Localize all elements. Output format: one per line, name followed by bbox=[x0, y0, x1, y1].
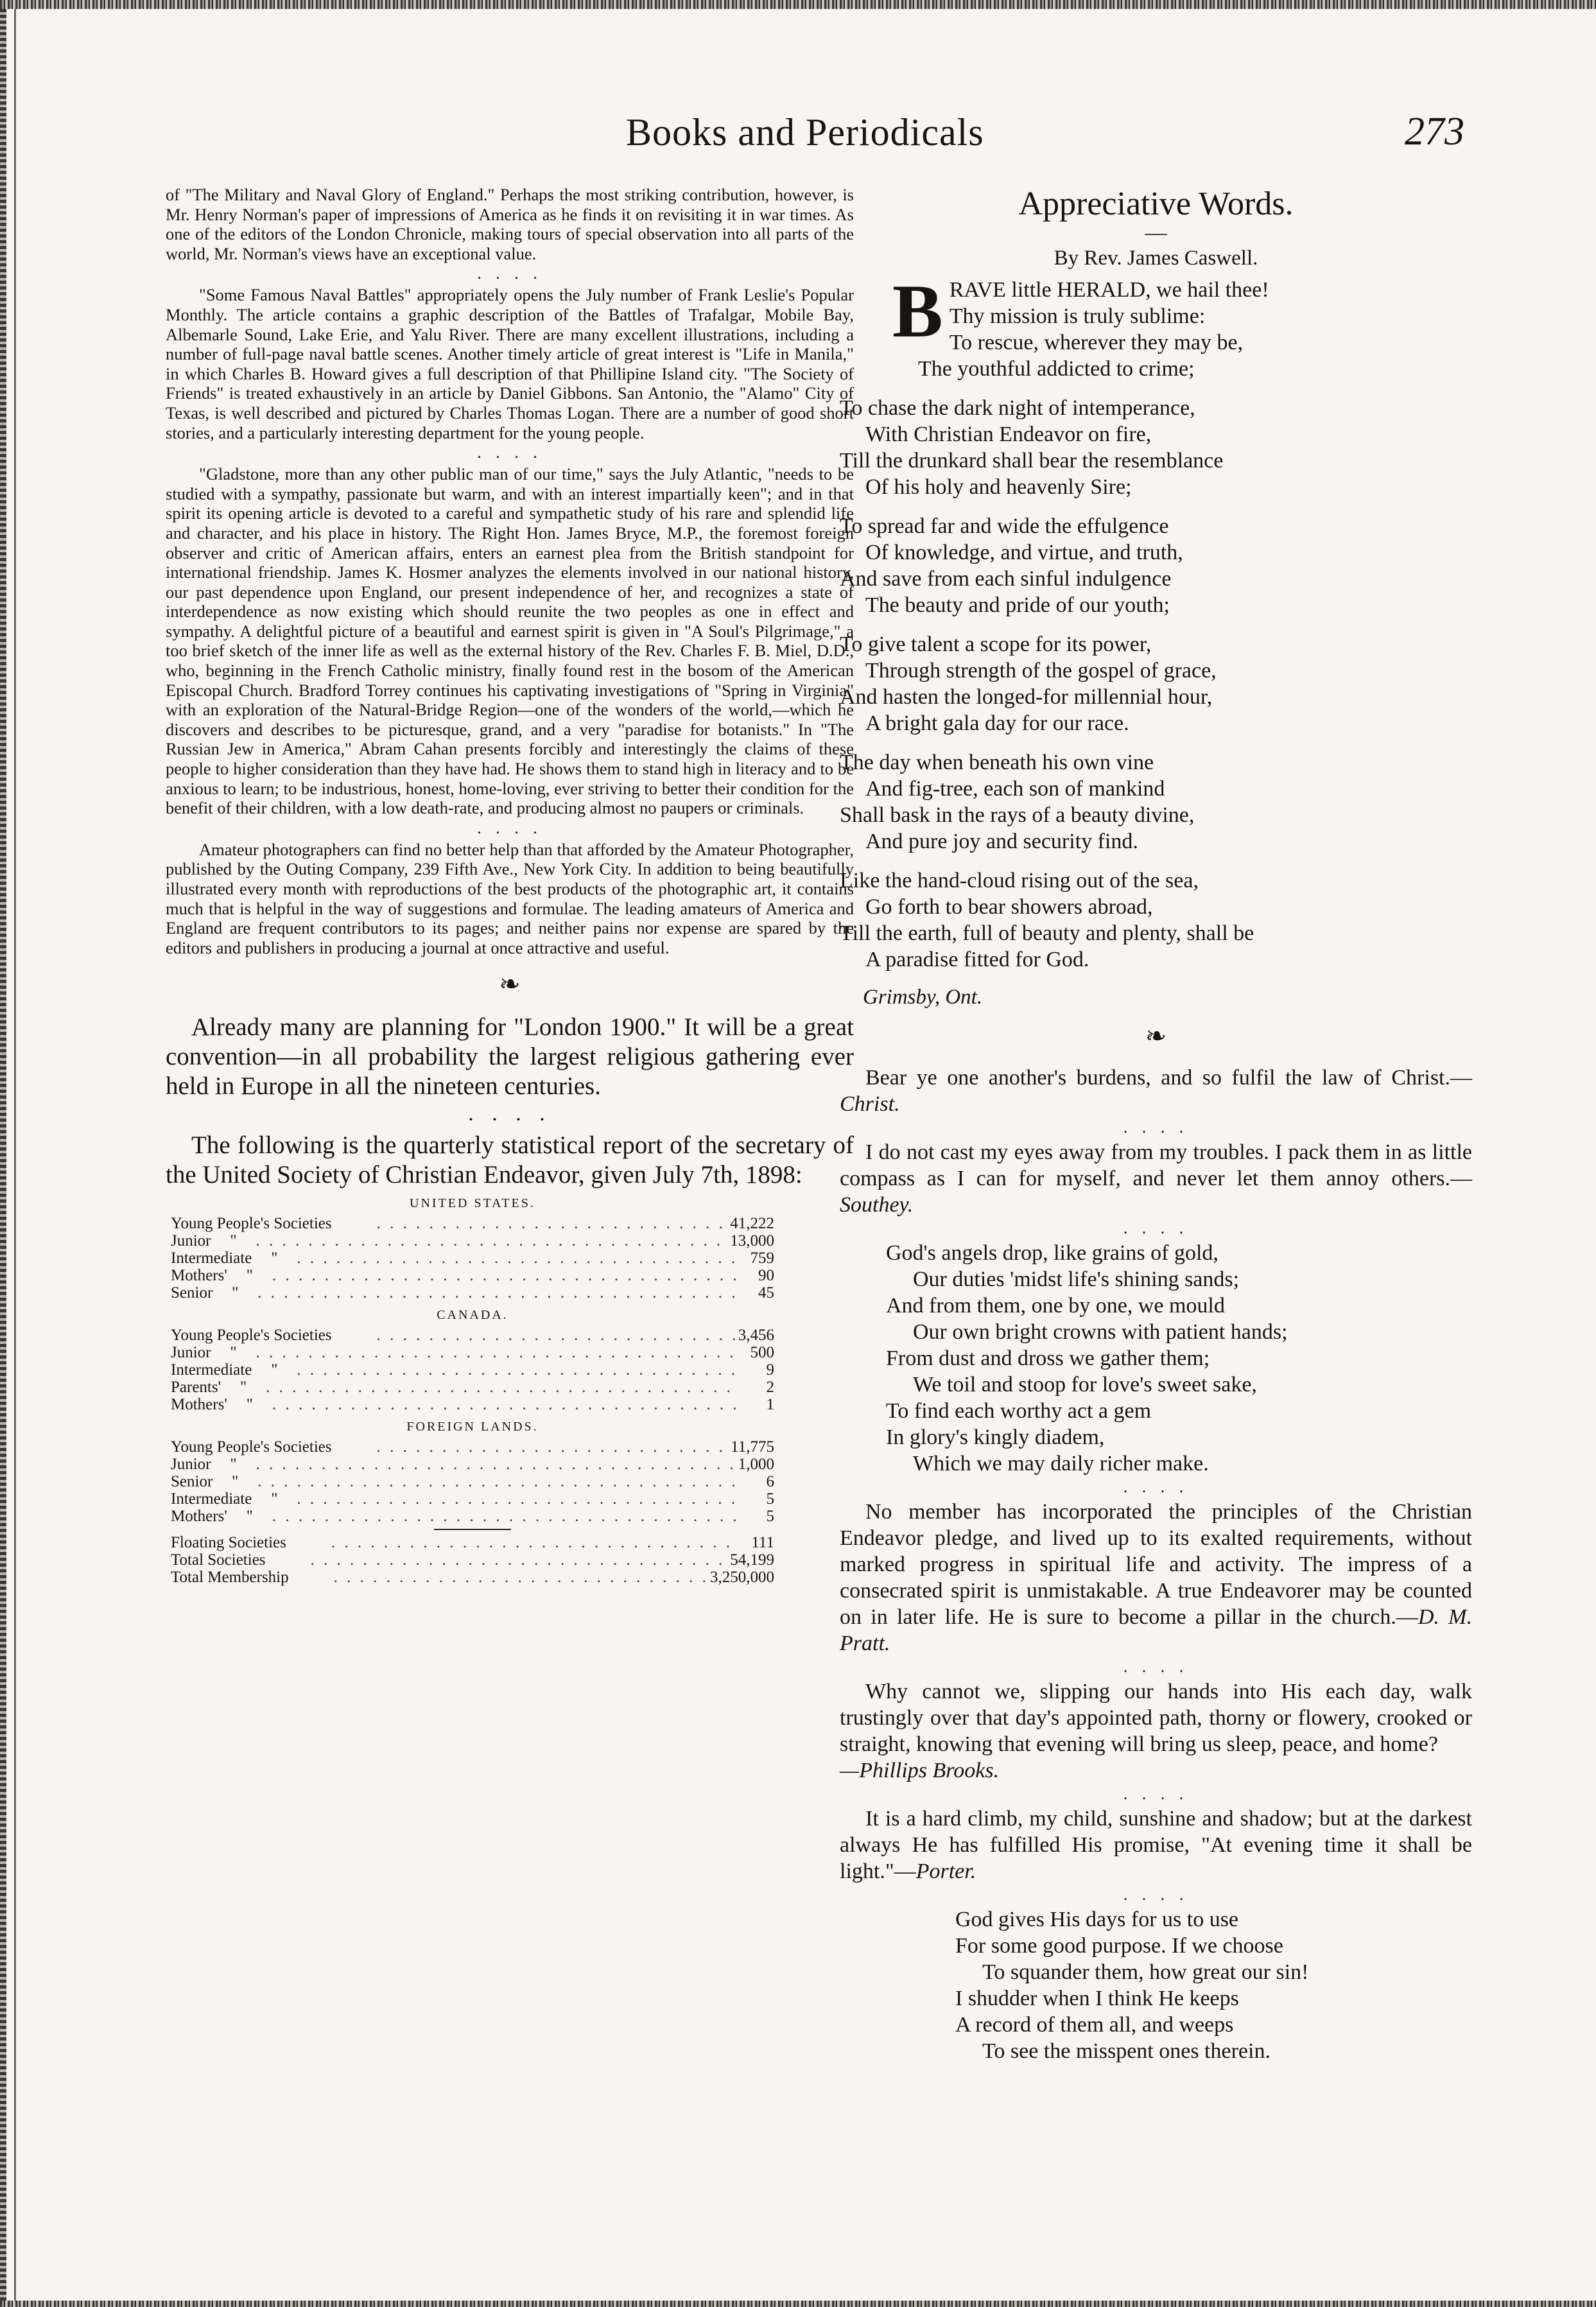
running-title: Books and Periodicals bbox=[626, 111, 984, 153]
stats-value: 3,250,000 bbox=[710, 1569, 774, 1587]
stats-row bbox=[171, 1396, 774, 1413]
ornament-fleuron: ❧ bbox=[499, 970, 521, 999]
stats-ditto: " bbox=[232, 1473, 239, 1491]
quote-porter bbox=[840, 1806, 1472, 1885]
stats-label: Total Membership bbox=[171, 1569, 289, 1587]
paragraph-statistics-intro: The following is the quarterly statistical report of the secretary of the United Society of Christian Endeavor, given July 7th, 1898: bbox=[166, 1131, 854, 1189]
stats-row bbox=[171, 1361, 774, 1379]
quote-text: I do not cast my eyes away from my troubles. I pack them in as little compass as I can for myself, and never let them annoy others.— bbox=[840, 1140, 1472, 1190]
stats-label: Mothers' bbox=[171, 1396, 227, 1414]
stats-leader bbox=[266, 1379, 736, 1396]
stats-row bbox=[171, 1551, 774, 1569]
quote-attribution: Porter. bbox=[915, 1859, 976, 1883]
stats-heading-foreign: FOREIGN LANDS. bbox=[406, 1420, 539, 1434]
poem-line: To chase the dark night of intemperance, bbox=[840, 396, 1195, 420]
verse-line: And from them, one by one, we mould bbox=[886, 1294, 1225, 1318]
stats-value: 3,456 bbox=[738, 1327, 774, 1345]
section-dots: . . . . bbox=[1123, 1477, 1189, 1496]
poem-signoff: Grimsby, Ont. bbox=[863, 986, 983, 1009]
paragraph-norman: of "The Military and Naval Glory of England." Perhaps the most striking contribution, however, is Mr. Henry Norman's paper of impressions of America as he finds it on revisiting it in war times. As one of the editors of the London Chronicle, making tours of special observation into all parts of the world, Mr. Norman's views have an exceptional value. bbox=[166, 185, 854, 263]
right-column bbox=[840, 185, 1472, 2064]
quote-attribution: —Phillips Brooks. bbox=[840, 1759, 1000, 1782]
verse-line: Our duties 'midst life's shining sands; bbox=[913, 1267, 1240, 1291]
poem-body bbox=[840, 269, 1472, 973]
verse-line: A record of them all, and weeps bbox=[955, 2013, 1234, 2037]
quote-pratt bbox=[840, 1499, 1472, 1657]
poem-line: A paradise fitted for God. bbox=[865, 948, 1089, 971]
stats-label: Young People's Societies bbox=[171, 1215, 332, 1233]
quote-southey bbox=[840, 1139, 1472, 1218]
poem-title: Appreciative Words. bbox=[1018, 186, 1294, 222]
stats-group-canada bbox=[171, 1327, 774, 1413]
poem-line: With Christian Endeavor on fire, bbox=[865, 422, 1152, 446]
poem-title-dash: — bbox=[1145, 221, 1167, 245]
poem-line: Like the hand-cloud rising out of the sea, bbox=[840, 869, 1199, 892]
stats-value: 1,000 bbox=[738, 1456, 774, 1474]
paragraph-london-1900: Already many are planning for "London 1900." It will be a great convention—in all probability the largest religious gathering ever held in Europe in all the nineteen centuries. bbox=[166, 1013, 854, 1101]
stats-row bbox=[171, 1379, 774, 1396]
section-dots: . . . . bbox=[1123, 1784, 1189, 1803]
left-column bbox=[166, 185, 854, 1586]
poem-line: And fig-tree, each son of mankind bbox=[865, 777, 1165, 801]
poem-line: Thy mission is truly sublime: bbox=[949, 304, 1206, 328]
stats-value: 54,199 bbox=[730, 1551, 774, 1569]
stats-group-foreign bbox=[171, 1438, 774, 1525]
poem-stanza bbox=[840, 513, 1472, 618]
stats-leader bbox=[272, 1267, 736, 1284]
page-edge-left bbox=[0, 9, 6, 2301]
stats-label: Junior bbox=[171, 1456, 211, 1474]
verse-line: God gives His days for us to use bbox=[955, 1908, 1239, 1931]
statistics-table bbox=[166, 1196, 774, 1586]
stats-value: 2 bbox=[766, 1379, 774, 1397]
stats-value: 1 bbox=[766, 1396, 774, 1414]
paragraph-naval-battles: "Some Famous Naval Battles" appropriately opens the July number of Frank Leslie's Popular Monthly. The article contains a graphic description of the Battles of Trafalgar, Mobile Bay, Albemarle Sound, Lake Erie, and Yalu River. There are many excellent illustrations, including a number of full-page naval battle scenes. Another timely article of great interest is "Life in Manila," in which Charles B. Howard gives a full description of that Phillipine Island city. "The Society of Friends" is treated exhaustively in an article by Daniel Gibbons. San Antonio, the "Alamo" City of Texas, is well described and pictured by Charles Thomas Logan. There are a number of good short stories, and a particularly interesting department for the young people. bbox=[166, 285, 854, 442]
poem-line: A bright gala day for our race. bbox=[865, 711, 1129, 735]
drop-cap: B bbox=[892, 269, 943, 353]
page-edge-bottom bbox=[0, 2301, 1596, 2307]
quote-text: Why cannot we, slipping our hands into His each day, walk trustingly over that day's appointed path, thorny or flowery, crooked or straight, knowing that evening will bring us sleep, peace, and home? bbox=[840, 1680, 1472, 1756]
stats-row bbox=[171, 1490, 774, 1508]
stats-value: 6 bbox=[766, 1473, 774, 1491]
verse-line: To find each worthy act a gem bbox=[886, 1399, 1152, 1423]
section-dots: . . . . bbox=[1123, 1657, 1189, 1676]
stats-leader bbox=[377, 1327, 736, 1344]
stats-leader bbox=[377, 1215, 731, 1232]
stats-leader bbox=[311, 1551, 731, 1569]
poem-line: Till the drunkard shall bear the resemblance bbox=[840, 449, 1224, 473]
poem-line: Of knowledge, and virtue, and truth, bbox=[865, 541, 1183, 564]
verse-line: God's angels drop, like grains of gold, bbox=[886, 1241, 1219, 1265]
section-dots: . . . . bbox=[477, 264, 542, 283]
stats-label: Young People's Societies bbox=[171, 1327, 332, 1345]
quote-christ bbox=[840, 1065, 1472, 1117]
stats-row bbox=[171, 1508, 774, 1525]
section-dots: . . . . bbox=[1123, 1118, 1189, 1136]
stats-leader bbox=[297, 1361, 736, 1379]
verse-line: To see the misspent ones therein. bbox=[982, 2039, 1271, 2063]
stats-label: Intermediate bbox=[171, 1361, 252, 1379]
verse-line: For some good purpose. If we choose bbox=[955, 1934, 1283, 1958]
poem-line: To rescue, wherever they may be, bbox=[949, 331, 1244, 354]
poem-line: RAVE little HERALD, we hail thee! bbox=[949, 278, 1269, 302]
section-dots: . . . . bbox=[477, 818, 542, 837]
verse-gods-angels bbox=[886, 1240, 1472, 1477]
poem-line: The youthful addicted to crime; bbox=[918, 357, 1195, 381]
page-edge-rule bbox=[14, 9, 16, 2301]
stats-ditto: " bbox=[230, 1456, 237, 1474]
stats-ditto: " bbox=[246, 1396, 253, 1414]
ornament-fleuron: ❧ bbox=[1145, 1022, 1167, 1050]
stats-row bbox=[171, 1232, 774, 1249]
stats-ditto: " bbox=[230, 1232, 237, 1250]
stats-label: Intermediate bbox=[171, 1249, 252, 1267]
stats-value: 41,222 bbox=[730, 1215, 774, 1233]
stats-value: 111 bbox=[751, 1534, 774, 1552]
poem-line: And hasten the longed-for millennial hour, bbox=[840, 685, 1213, 709]
stats-value: 90 bbox=[758, 1267, 774, 1285]
stats-value: 5 bbox=[766, 1508, 774, 1526]
totals-rule bbox=[434, 1529, 511, 1530]
poem-line: To spread far and wide the effulgence bbox=[840, 514, 1169, 538]
stats-row bbox=[171, 1456, 774, 1473]
stats-row bbox=[171, 1267, 774, 1284]
poem-line: Till the earth, full of beauty and plenty, shall be bbox=[840, 921, 1254, 945]
verse-line: To squander them, how great our sin! bbox=[982, 1960, 1309, 1984]
stats-value: 9 bbox=[766, 1361, 774, 1379]
stats-label: Mothers' bbox=[171, 1267, 227, 1285]
quote-text: No member has incorporated the principles of the Christian Endeavor pledge, and lived up to its exalted requirements, without marked progress in spiritual life and activity. The impress of a consecrated spirit is unmistakable. A true Endeavorer may be counted on in later life. He is sure to become a pillar in the church.— bbox=[840, 1500, 1472, 1629]
poem-line: Shall bask in the rays of a beauty divine, bbox=[840, 803, 1195, 827]
poem-byline: By Rev. James Caswell. bbox=[1054, 247, 1258, 270]
section-dots: . . . . bbox=[468, 1102, 551, 1126]
section-dots: . . . . bbox=[1123, 1885, 1189, 1904]
poem-line: Go forth to bear showers abroad, bbox=[865, 895, 1153, 919]
stats-label: Total Societies bbox=[171, 1551, 266, 1569]
paragraph-gladstone: "Gladstone, more than any other public man of our time," says the July Atlantic, "needs to be studied with a sympathy, passionate but warm, and with an interest impartially keen"; and in that spirit its opening article is devoted to a careful and sympathetic study of his rare and splendid life and character, and his place in history. The Right Hon. James Bryce, M.P., the foremost foreign observer and critic of American affairs, enters an earnest plea from the British standpoint for international friendship. James K. Hosmer analyzes the elements involved in our national history, our past dependence upon England, our present independence of her, and recognizes a state of interdependence as now existing which should reunite the two peoples as one in effect and sympathy. A delightful picture of a beautiful and earnest spirit is given in "A Soul's Pilgrimage," a too brief sketch of the inner life as well as the external history of the Rev. Charles F. B. Miel, D.D., who, beginning in the French Catholic ministry, finally found rest in the bosom of the American Episcopal Church. Bradford Torrey continues his captivating investigations of "Spring in Virginia" with an exploration of the Natural-Bridge Region—one of the wonders of the world,—which he discovers and describes to be picturesque, grand, and a very "paradise for botanists." In "The Russian Jew in America," Abram Cahan presents forcibly and interestingly the claims of these people to higher consideration than they have had. He shows them to stand high in literacy and to be anxious to learn; to be industrious, honest, home-loving, ever striving to better their condition for the benefit of their children, with a low death-rate, and producing almost no paupers or criminals. bbox=[166, 464, 854, 818]
verse-line: I shudder when I think He keeps bbox=[955, 1987, 1239, 2010]
stats-label: Young People's Societies bbox=[171, 1438, 332, 1456]
stats-ditto: " bbox=[271, 1361, 278, 1379]
stats-heading-us: UNITED STATES. bbox=[410, 1196, 535, 1211]
stats-ditto: " bbox=[271, 1249, 278, 1267]
stats-leader bbox=[256, 1232, 731, 1249]
stats-value: 45 bbox=[758, 1284, 774, 1302]
stats-ditto: " bbox=[230, 1344, 237, 1362]
stats-value: 500 bbox=[750, 1344, 774, 1362]
stats-row bbox=[171, 1534, 774, 1551]
poem-line: Of his holy and heavenly Sire; bbox=[865, 475, 1132, 499]
stats-label: Junior bbox=[171, 1344, 211, 1362]
stats-row bbox=[171, 1438, 774, 1456]
stats-leader bbox=[256, 1456, 736, 1473]
stats-value: 5 bbox=[766, 1490, 774, 1508]
paragraph-amateur-photographer: Amateur photographers can find no better help than that afforded by the Amateur Photographer, published by the Outing Company, 239 Fifth Ave., New York City. In addition to being beautifully illustrated every month with reproductions of the best products of the photographic art, it contains much that is helpful in the way of suggestions and formulae. The leading amateurs of America and England are frequent contributors to its pages; and neither pains nor expense are spared by the editors and publishers in producing a journal at once attractive and useful. bbox=[166, 839, 854, 957]
stats-row bbox=[171, 1215, 774, 1232]
stats-row bbox=[171, 1249, 774, 1267]
section-dots: . . . . bbox=[477, 443, 542, 462]
quote-text: It is a hard climb, my child, sunshine and shadow; but at the darkest always He has fulfilled His promise, "At evening time it shall be light."— bbox=[840, 1807, 1472, 1883]
poem-line: To give talent a scope for its power, bbox=[840, 632, 1152, 656]
stats-leader bbox=[257, 1284, 736, 1301]
stats-ditto: " bbox=[232, 1284, 239, 1302]
page-edge-top bbox=[0, 0, 1596, 9]
stats-label: Floating Societies bbox=[171, 1534, 286, 1552]
poem-stanza bbox=[840, 749, 1472, 855]
quote-attribution: D. M. Pratt. bbox=[840, 1605, 1472, 1655]
stats-leader bbox=[272, 1396, 736, 1413]
stats-leader bbox=[257, 1473, 736, 1490]
poem-line: The beauty and pride of our youth; bbox=[865, 593, 1170, 617]
stats-leader bbox=[297, 1249, 736, 1267]
stats-row bbox=[171, 1569, 774, 1586]
stats-row bbox=[171, 1473, 774, 1490]
poem-stanza bbox=[840, 867, 1472, 973]
stats-ditto: " bbox=[240, 1379, 247, 1397]
verse-line: We toil and stoop for love's sweet sake, bbox=[913, 1373, 1257, 1397]
quote-attribution: Southey. bbox=[840, 1193, 914, 1217]
verse-god-gives bbox=[955, 1906, 1472, 2064]
verse-line: Which we may daily richer make. bbox=[913, 1452, 1209, 1476]
stats-label: Intermediate bbox=[171, 1490, 252, 1508]
poem-stanza bbox=[840, 395, 1472, 500]
stats-ditto: " bbox=[246, 1267, 253, 1285]
stats-leader bbox=[297, 1490, 736, 1508]
stats-row bbox=[171, 1327, 774, 1344]
stats-group-totals bbox=[171, 1534, 774, 1586]
quote-brooks bbox=[840, 1678, 1472, 1784]
poem-stanza bbox=[840, 631, 1472, 736]
page-number: 273 bbox=[1405, 110, 1464, 153]
stats-value: 13,000 bbox=[730, 1232, 774, 1250]
stats-group-us bbox=[171, 1215, 774, 1301]
poem-line: And pure joy and security find. bbox=[865, 830, 1138, 853]
poem-line: The day when beneath his own vine bbox=[840, 751, 1154, 774]
quote-text: Bear ye one another's burdens, and so fulfil the law of Christ.— bbox=[865, 1066, 1472, 1090]
stats-ditto: " bbox=[271, 1490, 278, 1508]
poem-stanza bbox=[892, 269, 1472, 382]
poem-line: Through strength of the gospel of grace, bbox=[865, 659, 1217, 683]
verse-line: In glory's kingly diadem, bbox=[886, 1425, 1105, 1449]
stats-leader bbox=[334, 1569, 710, 1586]
verse-line: Our own bright crowns with patient hands; bbox=[913, 1320, 1288, 1344]
stats-ditto: " bbox=[246, 1508, 253, 1526]
stats-row bbox=[171, 1284, 774, 1301]
stats-label: Junior bbox=[171, 1232, 211, 1250]
stats-heading-canada: CANADA. bbox=[437, 1308, 508, 1323]
stats-leader bbox=[272, 1508, 736, 1525]
stats-label: Mothers' bbox=[171, 1508, 227, 1526]
stats-label: Parents' bbox=[171, 1379, 221, 1397]
section-dots: . . . . bbox=[1123, 1219, 1189, 1237]
stats-leader bbox=[377, 1438, 731, 1456]
poem-line: And save from each sinful indulgence bbox=[840, 567, 1172, 591]
stats-label: Senior bbox=[171, 1284, 213, 1302]
stats-leader bbox=[331, 1534, 736, 1551]
stats-row bbox=[171, 1344, 774, 1361]
verse-line: From dust and dross we gather them; bbox=[886, 1346, 1210, 1370]
quote-attribution: Christ. bbox=[840, 1092, 900, 1116]
stats-value: 759 bbox=[750, 1249, 774, 1267]
stats-leader bbox=[256, 1344, 736, 1361]
stats-label: Senior bbox=[171, 1473, 213, 1491]
stats-value: 11,775 bbox=[731, 1438, 774, 1456]
